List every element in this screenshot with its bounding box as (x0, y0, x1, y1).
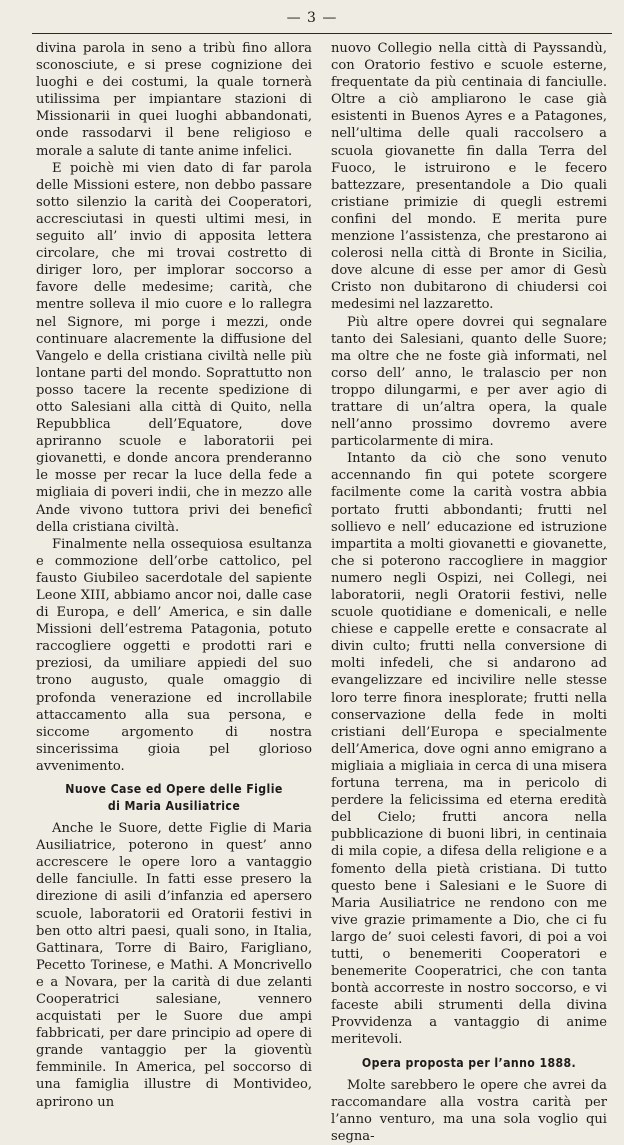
right-paragraph-1: nuovo Collegio nella città di Payssandù, con Oratorio festivo e scuole esterne, frequentate da più centinaia di fanciulle. Oltre a ciò ampliarono le case già esistenti in Buenos Ayres e a Patagones, nell’ultima delle quali raccolsero a scuola giovanette fin dalla Terra del Fuoco, le istruirono e le fecero battezzare, presentandole a Dio quali cristiane primizie di quegli estremi confini del mondo. E merita pure menzione l’assistenza, che prestarono ai colerosi nella città di Bronte in Sicilia, dove alcune di esse per amor di Gesù Cristo non dubitarono di chiudersi coi medesimi nel lazzaretto. (331, 41, 607, 313)
header-rule (32, 33, 612, 34)
page-number: — 3 — (286, 10, 338, 26)
right-paragraph-2: Più altre opere dovrei qui segnalare tanto dei Salesiani, quanto delle Suore; ma oltre che ne foste già informati, nel corso dell’ anno, le tralascio per non troppo dilungarmi, e per aver agio di trattare di un’altra opera, la quale nell’anno prossimo dovremo avere particolarmente di mira. (331, 314, 607, 450)
left-column (36, 40, 312, 1111)
left-paragraph-3: Finalmente nella ossequiosa esultanza e commozione dell’orbe cattolico, pel fausto Giubileo sacerdotale del sapiente Leone XIII, abbiamo ancor noi, dalle case di Europa, e dell’ America, e sin dalle Missioni dell’estrema Patagonia, potuto raccogliere oggetti e prodotti rari e preziosi, da umiliare appiedi del suo trono augusto, quale omaggio di profonda venerazione ed incrollabile attaccamento alla sua persona, e siccome argomento di nostra sincerissima gioia pel glorioso avvenimento. (36, 536, 312, 774)
right-paragraph-3: Intanto da ciò che sono venuto accennando fin qui potete scorgere facilmente come la carità vostra abbia portato frutti abbondanti; frutti nel sollievo e nell’ educazione ed istruzione impartita a molti giovanetti e giovanette, che si poterono raccogliere in maggior numero negli Ospizi, nei Collegi, nei laboratorii, negli Oratorii festivi, nelle scuole quotidiane e domenicali, e nelle chiese e cappelle erette e consacrate al divin culto; frutti nella conversione di molti infedeli, che si andarono ad evangelizzare ed incivilire nelle stesse loro terre finora inesplorate; frutti nella conservazione della fede in molti cristiani dell’Europa e specialmente dell’America, dove ogni anno emigrano a migliaia a migliaia in cerca di una misera fortuna terrena, ma in pericolo di perdere la felicissima ed eterna eredità del Cielo; frutti ancora nella pubblicazione di buoni libri, in centinaia di mila copie, a difesa della religione e a fomento della pietà cristiana. Di tutto questo bene i Salesiani e le Suore di Maria Ausiliatrice ne rendono con me vive grazie primamente a Dio, che ci fu largo de’ suoi celesti favori, di poi a voi tutti, o benemeriti Cooperatori e benemerite Cooperatrici, che con tanta bontà accorreste in nostro soccorso, e vi faceste abili strumenti della divina Provvidenza a vantaggio di anime meritevoli. (331, 451, 607, 1048)
section-heading-opera-1888: Opera proposta per l’anno 1888. (361, 1055, 577, 1070)
section-heading-figlie (36, 781, 312, 815)
left-paragraph-4: Anche le Suore, dette Figlie di Maria Ausiliatrice, poterono in quest’ anno accrescere le opere loro a vantaggio delle fanciulle. In fatti esse presero la direzione di asili d’infanzia ed apersero scuole, laboratorii ed Oratorii festivi in ben otto altri paesi, quali sono, in Italia, Gattinara, Torre di Bairo, Farigliano, Pecetto Torinese, e Mathi. A Moncrivello e a Novara, per la carità di due zelanti Cooperatrici salesiane, vennero acquistati per le Suore due ampi fabbricati, per dare principio ad opere di grande vantaggio per la gioventù femminile. In America, pel soccorso di una famiglia illustre di Montivideo, aprirono un (36, 821, 312, 1110)
right-paragraph-4: Molte sarebbero le opere che avrei da raccomandare alla vostra carità per l’anno venturo, ma una sola voglio qui segna- (331, 1077, 607, 1144)
section-heading-line-1: Nuove Case ed Opere delle Figlie (65, 782, 283, 797)
left-paragraph-1: divina parola in seno a tribù fino allora sconosciute, e si prese cognizione dei luoghi e dei costumi, la quale tornerà utilissima per impiantare stazioni di Missionarii in quei luoghi abbandonati, onde rassodarvi il bene religioso e morale a salute di tante anime infelici. (36, 41, 312, 159)
section-heading-line-2: di Maria Ausiliatrice (107, 799, 241, 814)
right-column (331, 40, 607, 1145)
left-paragraph-2: E poichè mi vien dato di far parola delle Missioni estere, non debbo passare sotto silenzio la carità dei Cooperatori, accresciutasi in questi ultimi mesi, in seguito all’ invio di apposita lettera circolare, che mi trovai costretto di diriger loro, per implorar soccorso a favore delle medesime; carità, che mentre solleva il mio cuore e lo rallegra nel Signore, mi porge i mezzi, onde continuare alacremente la diffusione del Vangelo e della cristiana civiltà nelle più lontane parti del mondo. Soprattutto non posso tacere la recente spedizione di otto Salesiani alla città di Quito, nella Repubblica dell’Equatore, dove apriranno scuole e laboratorii pei giovanetti, e donde ancora prenderanno le mosse per recar la luce della fede a migliaia di poveri indii, che in mezzo alle Ande vivono tuttora privi dei beneficî della cristiana civiltà. (36, 160, 312, 535)
